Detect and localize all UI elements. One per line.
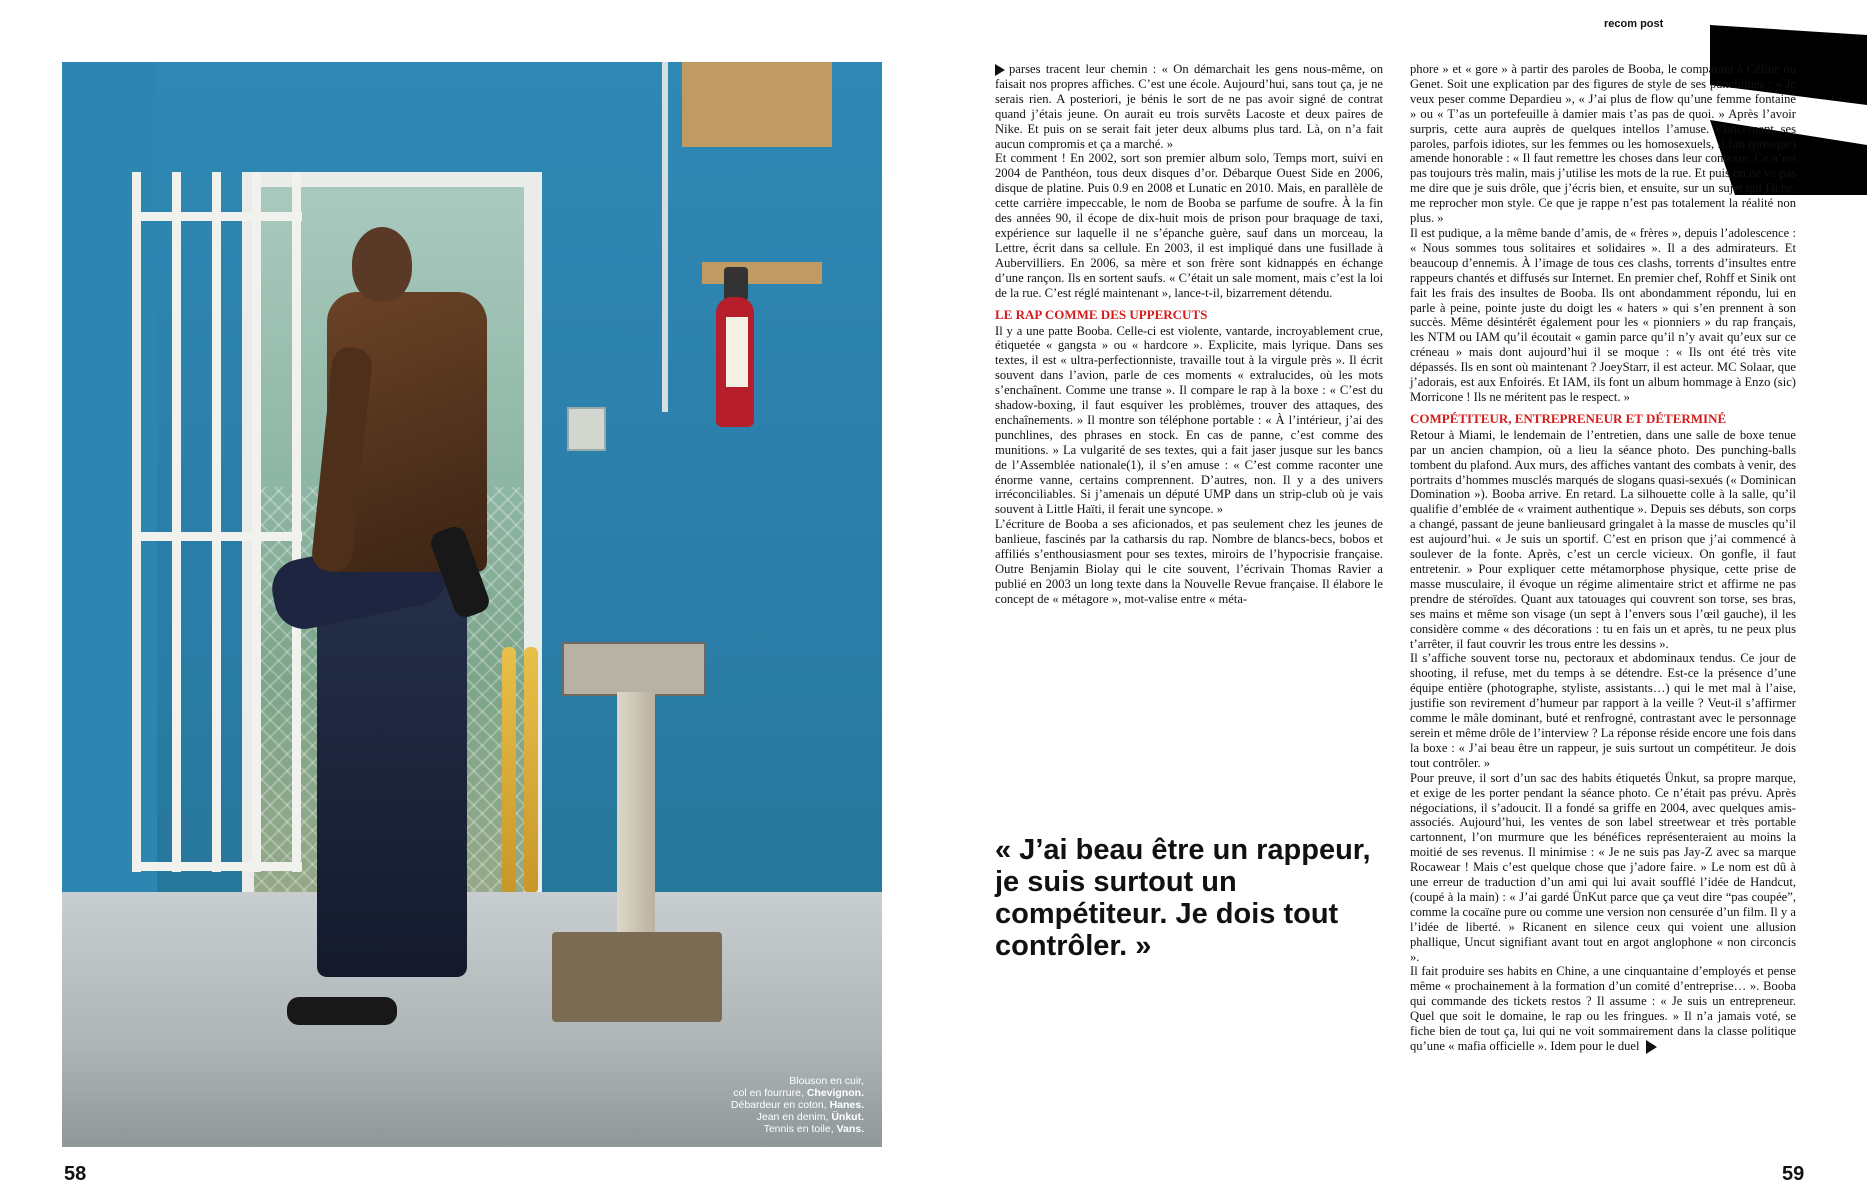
subject-portrait — [232, 227, 532, 1057]
article-column-2 — [1410, 62, 1796, 1152]
fire-extinguisher — [712, 267, 758, 427]
pull-quote: « J’ai beau être un rappeur, je suis surtout un compétiteur. Je dois tout contrôler. » — [995, 834, 1371, 962]
page-number-left: 58 — [64, 1163, 87, 1185]
caption-line: Débardeur en coton, Hanes. — [730, 1099, 864, 1111]
section-heading: LE RAP COMME DES UPPERCUTS — [995, 306, 1208, 322]
continuation-arrow-icon — [995, 64, 1005, 76]
paragraph: Il est pudique, a la même bande d’amis, de « frères », depuis l’adolescence : « Nous sommes tous solitaires et solidaires ». Il a des admirateurs. Et beaucoup d’ennemis. À l’image de tous ces clashs, torrents d’insultes entre rappeurs chantés et diffusés sur Internet. En premier chef, Rohff et Sinik ont fait les frais des insultes de Booba. Ils ont abondamment répondu, lui en parle à peine, pointe juste du doigt les « haters » qui s’en prennent à son succès. Même désintérêt également pour les « pionniers » du rap français, les NTM ou IAM qu’il écoutait « gamin parce qu’il n’y avait qu’eux sur ce créneau » mais dont aujourd’hui il se moque : « Ils ont été très vite dépassés. Ils en sont où maintenant ? JoeyStarr, il est acteur. MC Solaar, que j’adorais, est aux Enfoirés. Et IAM, ils font un album hommage à Enzo (sic) Morricone ! Ils ne méritent pas le respect. » — [1410, 225, 1796, 404]
caption-line: col en fourrure, Chevignon. — [733, 1087, 864, 1099]
page-number-right: 59 — [1782, 1163, 1805, 1185]
wall-pipe — [662, 62, 668, 412]
paragraph: parses tracent leur chemin : « On démarchait les gens nous-même, on faisait nos propres affiches. C’est une école. Aujourd’hui, sans tout ça, je ne serais rien. A posteriori, je bénis le sort de ne pas avoir signé de contrat quand j’étais jeune. On aurait eu trois survêts Lacoste et deux paires de Nike. Et puis on se serait fait jeter deux albums plus tard. Là, on n’a fait aucun compromis et ça a marché. » — [995, 62, 1383, 151]
caption-line: Jean en denim, Ünkut. — [756, 1111, 864, 1123]
paragraph: Il fait produire ses habits en Chine, a une cinquantaine d’employés et pense même « prochainement à la formation d’un comité d’entreprise… ». Booba qui commande des tickets restos ? Il assume : « Je suis un entrepreneur. Quel que soit le domaine, le rap ou les fringues. » Il n’a jamais voté, se fiche bien de tout ça, lui qui ne voit sommairement dans la classe politique qu’une « mafia officielle ». Idem pour le duel — [1410, 964, 1796, 1053]
paragraph: Retour à Miami, le lendemain de l’entretien, dans une salle de boxe tenue par un ancien champion, où a lieu la séance photo. Des punching-balls tombent du plafond. Aux murs, des affiches vantant des combats à venir, des portraits d’hommes musclés marqués de slogans quasi-sexués (« Dominican Domination »). Booba arrive. En retard. La silhouette colle à la salle, qu’il qualifie d’emblée de « vraiment authentique ». Depuis ses débuts, son corps a changé, passant de jeune banlieusard gringalet à la masse de muscles qu’il est aujourd’hui. « Je suis un sportif. C’est en prison que j’ai commencé à soulever de la fonte. Après, c’est un cercle vicieux. On gonfle, il faut entretenir. » Pour expliquer cette métamorphose physique, cette prise de masse musculaire, il évoque un régime alimentaire strict et affirme ne pas prendre de stéroïdes. Quant aux tatouages qui couvrent son torse, ses bras, ses mains et même son visage (un sept à l’envers sous l’œil gauche), il les considère comme « des décorations : tu en fais un et après, tu ne peux plus t’arrêter, il faut couvrir les trous entre les dessins ». — [1410, 427, 1796, 651]
paragraph: Il y a une patte Booba. Celle-ci est violente, vantarde, incroyablement crue, étiquetée « gangsta » ou « hardcore ». Explicite, mais lyrique. Dans ses textes, il est « ultra-perfectionniste, travaille tout à la virgule près ». Il écrit souvent dans l’avion, parle de ces moments « extralucides, où les mots s’enchaînent. Comme une transe ». Il compare le rap à la boxe : « C’est du shadow-boxing, il faut esquiver les problèmes, trouver des attaques, des enchaînements. » Il montre son téléphone portable : « À l’intérieur, j’ai des punchlines, des phrases en stock. En cas de panne, c’est comme des munitions. » La vulgarité de ses textes, qui a fait jaser jusque sur les bancs de l’Assemblée nationale(1), il s’en amuse : « C’est comme raconter une énorme vanne, certains comprennent. D’autres, non. Il y a des univers irréconciliables. Si j’amenais un député UMP dans un strip-club où je vais souvent à Little Haïti, il ferait une syncope. » — [995, 323, 1383, 517]
paragraph: Et comment ! En 2002, sort son premier album solo, Temps mort, suivi en 2004 de Panthéon, tous deux disques d’or. Débarque Ouest Side en 2006, disque de platine. Puis 0.9 en 2008 et Lunatic en 2010. Mais, en parallèle de cette carrière impeccable, le nom de Booba se parfume de soufre. À la fin des années 90, il écope de dix-huit mois de prison pour braquage de taxi, expérience sur laquelle il ne s’épanche guère, sauf dans un morceau, la Lettre, écrit dans sa cellule. En 2003, il est impliqué dans une fusillade à Aubervilliers. En 2006, sa mère et son frère sont kidnappés en échange d’une rançon. Ils en sortent saufs. « C’était un sale moment, mais c’est la loi de la rue. C’est réglé maintenant », lance-t-il, bizarrement détendu. — [995, 151, 1383, 300]
weighing-scale — [562, 642, 702, 1022]
caption-line: Blouson en cuir, — [789, 1075, 864, 1087]
wooden-shelf — [682, 62, 832, 147]
paragraph: phore » et « gore » à partir des paroles de Booba, le comparant à Céline ou Genet. Soit une explication par des figures de style de ses punchlines : « Je veux peser comme Depardieu », « J’ai plus de flow qu’une femme fontaine » ou « T’as un portefeuille à damier mais t’as pas de quoi. » Après l’avoir surpris, cette aura auprès de quelques intellos l’amuse. Concernant ses paroles, parfois idiotes, sur les femmes ou les homosexuels, il fait (presque) amende honorable : « Il faut remettre les choses dans leur contexte. Ce n’est pas toujours très malin, mais j’utilise les mots de la rue. Et puis on ne va pas me dire que je suis drôle, que j’écris bien, et ensuite, sur un sujet qui fâche, me reprocher mon style. Ce que je rappe n’est pas totalement la réalité non plus. » — [1410, 62, 1796, 226]
paragraph: L’écriture de Booba a ses aficionados, et pas seulement chez les jeunes de banlieue, fascinés par la catharsis du rap. Nombre de blancs-becs, bobos et affiliés s’enthousiasment pour ses textes, miroirs de l’hypocrisie française. Outre Benjamin Biolay qui le cite souvent, l’écrivain Thomas Ravier a publié en 2003 un long texte dans la Nouvelle Revue française. Il élabore le concept de « métagore », mot-valise entre « méta- — [995, 517, 1383, 606]
continue-arrow-icon — [1646, 1040, 1657, 1054]
section-heading: COMPÉTITEUR, ENTREPRENEUR ET DÉTERMINÉ — [1410, 410, 1727, 426]
article-column-1 — [995, 62, 1383, 672]
caption-line: Tennis en toile, Vans. — [763, 1123, 864, 1135]
paragraph: Il s’affiche souvent torse nu, pectoraux et abdominaux tendus. Ce jour de shooting, il refuse, met du temps à se détendre. Est-ce la présence d’une équipe entière (photographe, styliste, assistants…) qui le met mal à l’aise, justifie son revirement d’humeur par rapport à la veille ? Veut-il s’affirmer comme le mâle dominant, buté et renfrogné, contrastant avec le personnage serein et même drôle de l’interview ? La réponse réside encore une fois dans la boxe : « J’ai beau être un rappeur, je suis surtout un compétiteur. Je dois tout contrôler. » — [1410, 651, 1796, 770]
photo-credits-caption — [654, 1075, 864, 1135]
section-label: recom post — [1604, 18, 1664, 30]
paragraph: Pour preuve, il sort d’un sac des habits étiquetés Ünkut, sa propre marque, et exige de les porter pendant la séance photo. Ce n’était pas prévu. Après négociations, il s’adoucit. Il a fondé sa griffe en 2004, avec quelques amis-associés. Aujourd’hui, les ventes de son label streetwear et très portable cartonnent, l’on murmure que les bénéfices représenteraient au moins la moitié de ses revenus. Il minimise : « Je ne suis pas Jay-Z avec sa marque Rocawear ! Mais c’est quelque chose que j’adore faire. » Le nom est dû à une erreur de traduction d’un ami qui lui avait soufflé l’idée de Handcut, (coupé à la main) : « J’ai gardé ÜnKut parce que ça veut dire “pas coupée”, comme la cocaïne pure ou comme une version non censurée d’un film. Il y a l’idée de liberté. » Ricanent en silence ceux qui voient une allusion phallique, Uncut signifiant avant tout en argot anglophone « non circoncis ». — [1410, 770, 1796, 964]
electrical-box — [567, 407, 606, 451]
cover-photo — [62, 62, 882, 1147]
